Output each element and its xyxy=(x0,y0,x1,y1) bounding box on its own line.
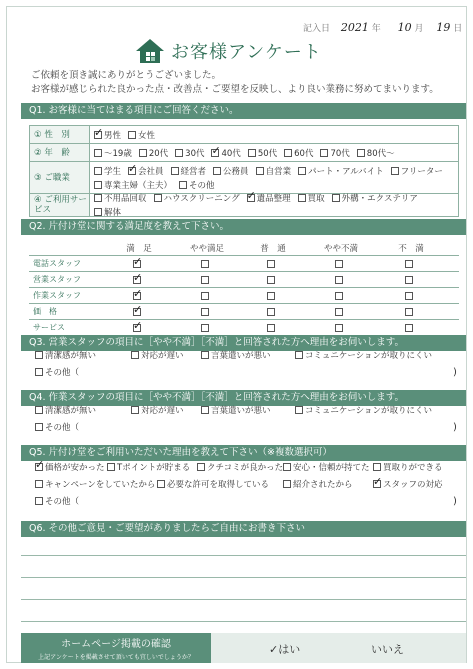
q1-option[interactable] xyxy=(154,192,240,204)
q5-option[interactable] xyxy=(107,461,190,473)
option-label: 言葉遣いが悪い xyxy=(211,351,271,361)
option-label: 買取 xyxy=(307,194,325,204)
checkbox[interactable] xyxy=(128,167,136,175)
checkbox[interactable] xyxy=(94,149,102,157)
checkbox[interactable] xyxy=(373,480,381,488)
q1-row-service xyxy=(30,194,458,216)
date-year-unit: 年 xyxy=(371,24,381,34)
checkbox[interactable] xyxy=(171,167,179,175)
q1-option[interactable] xyxy=(248,147,277,159)
rating-checkbox[interactable] xyxy=(335,260,343,268)
checkbox[interactable] xyxy=(131,406,139,414)
option-label: 公務員 xyxy=(223,166,249,177)
option-label: 会社員 xyxy=(138,166,164,177)
option-label: 専業主婦（主夫） xyxy=(104,180,173,191)
option-label: 価格が安かった xyxy=(45,463,105,473)
checkbox[interactable] xyxy=(373,463,381,471)
q2-col-header: 不 満 xyxy=(398,244,424,254)
rating-checkbox[interactable] xyxy=(267,324,275,332)
q1-option[interactable] xyxy=(391,165,443,177)
q2-row-label: 営業スタッフ xyxy=(33,275,81,284)
rating-checkbox[interactable] xyxy=(335,276,343,284)
q1-option[interactable] xyxy=(128,129,155,141)
q4-option[interactable] xyxy=(201,404,271,416)
rating-checkbox[interactable] xyxy=(335,324,343,332)
checkbox[interactable] xyxy=(35,423,43,431)
option-label: 経営者 xyxy=(180,166,207,177)
q2-heading: Q2. 片付け堂に関する満足度を教えて下さい。 xyxy=(21,219,466,235)
publish-consent xyxy=(21,633,466,663)
paren-close: ) xyxy=(453,495,457,507)
option-label: 必要な許可を取得している xyxy=(167,480,270,490)
checkbox[interactable] xyxy=(284,149,292,157)
q3-option[interactable] xyxy=(131,349,184,361)
option-label: 女性 xyxy=(138,130,156,141)
q2-table xyxy=(29,255,459,336)
checkbox[interactable] xyxy=(94,181,102,189)
option-label: 清潔感が無い xyxy=(45,406,97,416)
q1-row-occupation xyxy=(30,162,458,194)
option-label: Tポイントが貯まる xyxy=(117,463,191,473)
checkbox[interactable] xyxy=(94,167,102,175)
checkbox[interactable] xyxy=(107,463,115,471)
comment-line[interactable] xyxy=(21,555,466,556)
option-label: フリーター xyxy=(400,166,443,177)
option-label: 80代～ xyxy=(366,148,395,159)
q2-row xyxy=(29,304,459,320)
title-block xyxy=(135,37,322,65)
comment-line[interactable] xyxy=(21,599,466,600)
checkbox[interactable] xyxy=(154,194,162,202)
rating-checkbox[interactable] xyxy=(133,308,141,316)
q5-option[interactable] xyxy=(373,461,443,473)
rating-checkbox[interactable] xyxy=(133,292,141,300)
q2-col-header: やや満足 xyxy=(189,244,225,254)
checkbox[interactable] xyxy=(391,167,399,175)
option-label: クチコミが良かった xyxy=(207,463,284,473)
q1-option[interactable] xyxy=(211,147,240,159)
rating-checkbox[interactable] xyxy=(133,260,141,268)
q2-row-label: 価 格 xyxy=(33,307,57,316)
q5-option[interactable] xyxy=(197,461,283,473)
q4-option[interactable] xyxy=(35,404,96,416)
option-label: 紹介されたから xyxy=(293,480,353,490)
rating-checkbox[interactable] xyxy=(201,324,209,332)
q1-option[interactable] xyxy=(94,192,147,204)
checkbox[interactable] xyxy=(179,181,187,189)
q5-option[interactable] xyxy=(283,478,353,490)
rating-checkbox[interactable] xyxy=(133,276,141,284)
option-label: 清潔感が無い xyxy=(45,351,97,361)
q1-options xyxy=(90,165,458,191)
checkbox[interactable] xyxy=(197,463,205,471)
checkbox[interactable] xyxy=(201,406,209,414)
rating-checkbox[interactable] xyxy=(405,276,413,284)
q1-option[interactable] xyxy=(128,165,164,177)
checkbox[interactable] xyxy=(35,463,43,471)
q1-label: ② 年 齢 xyxy=(30,144,90,161)
q2-row-label: 作業スタッフ xyxy=(33,291,81,300)
q5-option[interactable] xyxy=(157,478,269,490)
checkbox[interactable] xyxy=(298,167,306,175)
q2-row xyxy=(29,288,459,304)
option-label: 40代 xyxy=(221,148,241,159)
checkbox[interactable] xyxy=(247,194,255,202)
rating-checkbox[interactable] xyxy=(201,260,209,268)
consent-yes[interactable]: ✓はい xyxy=(269,643,301,656)
rating-checkbox[interactable] xyxy=(405,292,413,300)
q6-heading: Q6. その他ご意見・ご要望がありましたらご自由にお書き下さい xyxy=(21,521,466,537)
rating-checkbox[interactable] xyxy=(335,292,343,300)
q1-table xyxy=(29,125,459,217)
date-month-unit: 月 xyxy=(414,24,424,34)
checkbox[interactable] xyxy=(283,463,291,471)
rating-checkbox[interactable] xyxy=(267,260,275,268)
rating-checkbox[interactable] xyxy=(201,276,209,284)
date-label: 記入日 xyxy=(303,24,331,34)
q4-option-other[interactable] xyxy=(35,421,79,433)
intro-text xyxy=(31,69,439,97)
q1-option[interactable] xyxy=(332,192,418,204)
consent-options xyxy=(211,633,466,663)
q2-row xyxy=(29,272,459,288)
option-label: その他（ xyxy=(45,497,80,507)
option-label: 対応が遅い xyxy=(141,406,184,416)
q4-heading: Q4. 作業スタッフの項目に［やや不満］［不満］と回答された方へ理由をお伺いします。 xyxy=(21,390,466,406)
comment-line[interactable] xyxy=(21,577,466,578)
checkbox[interactable] xyxy=(128,131,136,139)
intro-line-2: お客様が感じられた良かった点・改善点・ご要望を反映し、より良い業務に努めてまいります。 xyxy=(31,84,439,95)
checkbox[interactable] xyxy=(256,167,264,175)
page-title: お客様アンケート xyxy=(171,42,322,63)
option-label: 60代 xyxy=(294,148,314,159)
q1-option[interactable] xyxy=(213,165,249,177)
q1-option[interactable] xyxy=(94,147,132,159)
q1-label: ③ ご職業 xyxy=(30,162,90,193)
q1-option[interactable] xyxy=(94,129,121,141)
paren-close: ) xyxy=(453,366,457,378)
q1-row-gender xyxy=(30,126,458,144)
option-label: 解体 xyxy=(104,208,122,218)
date-day-unit: 日 xyxy=(453,24,463,34)
q1-label: ① 性 別 xyxy=(30,126,90,143)
q5-option-other[interactable] xyxy=(35,495,79,507)
rating-checkbox[interactable] xyxy=(201,292,209,300)
consent-title: ホームページ掲載の確認 xyxy=(61,639,171,650)
option-label: 70代 xyxy=(330,148,350,159)
paren-close: ) xyxy=(453,421,457,433)
checkbox[interactable] xyxy=(35,497,43,505)
option-label: 言葉遣いが悪い xyxy=(211,406,271,416)
consent-note: 上記アンケートを掲載させて頂いても宜しいでしょうか？ xyxy=(38,654,194,661)
q1-option[interactable] xyxy=(179,179,215,191)
house-logo-icon xyxy=(135,38,165,64)
checkbox[interactable] xyxy=(35,406,43,414)
option-label: ～19歳 xyxy=(104,148,132,159)
option-label: 30代 xyxy=(185,148,205,159)
q2-row xyxy=(29,256,459,272)
rating-checkbox[interactable] xyxy=(267,276,275,284)
option-label: パート・アルバイト xyxy=(308,166,384,177)
q5-option[interactable] xyxy=(35,461,105,473)
checkbox[interactable] xyxy=(139,149,147,157)
q1-option[interactable] xyxy=(175,147,204,159)
checkbox[interactable] xyxy=(131,351,139,359)
q4-option[interactable] xyxy=(131,404,184,416)
checkbox[interactable] xyxy=(211,149,219,157)
checkbox[interactable] xyxy=(201,351,209,359)
q2-col-header: やや不満 xyxy=(323,244,359,254)
checkbox[interactable] xyxy=(35,480,43,488)
rating-checkbox[interactable] xyxy=(267,308,275,316)
q1-option[interactable] xyxy=(139,147,168,159)
q1-options xyxy=(90,192,458,218)
q1-option[interactable] xyxy=(171,165,207,177)
option-label: 買取りができる xyxy=(383,463,443,473)
option-label: 自営業 xyxy=(265,166,292,177)
rating-checkbox[interactable] xyxy=(133,324,141,332)
consent-no[interactable]: いいえ xyxy=(371,643,404,656)
option-label: コミュニケーションが取りにくい xyxy=(305,351,432,361)
date-day: 19 xyxy=(436,21,451,34)
checkbox[interactable] xyxy=(298,194,306,202)
option-label: 遺品整理 xyxy=(256,194,291,204)
q5-heading: Q5. 片付け堂をご利用いただいた理由を教えて下さい（※複数選択可） xyxy=(21,445,466,461)
q1-option[interactable] xyxy=(247,192,291,204)
q1-option[interactable] xyxy=(357,147,395,159)
intro-line-1: ご依頼を頂き誠にありがとうございました。 xyxy=(31,70,222,81)
checkbox[interactable] xyxy=(295,406,303,414)
q1-heading: Q1. お客様に当てはまる項目にご回答ください。 xyxy=(21,103,466,119)
option-label: 不用品回収 xyxy=(104,194,147,204)
q3-option[interactable] xyxy=(35,349,96,361)
q1-option[interactable] xyxy=(94,165,121,177)
option-label: 20代 xyxy=(148,148,169,159)
comment-line[interactable] xyxy=(21,621,466,622)
checkbox[interactable] xyxy=(320,149,328,157)
checkbox[interactable] xyxy=(295,351,303,359)
q1-label: ④ ご利用サービス xyxy=(30,194,90,216)
checkbox[interactable] xyxy=(283,480,291,488)
q1-option[interactable] xyxy=(94,206,121,218)
option-label: 安心・信頼が持てた xyxy=(293,463,370,473)
q5-option[interactable] xyxy=(35,478,155,490)
option-label: その他 xyxy=(189,180,215,191)
checkbox[interactable] xyxy=(35,351,43,359)
checkbox[interactable] xyxy=(157,480,165,488)
checkbox[interactable] xyxy=(332,194,340,202)
q1-options xyxy=(90,129,458,141)
date-month: 10 xyxy=(397,21,412,34)
q3-option[interactable] xyxy=(201,349,271,361)
checkbox[interactable] xyxy=(94,131,102,139)
q4-option[interactable] xyxy=(295,404,432,416)
q1-row-age xyxy=(30,144,458,162)
q1-option[interactable] xyxy=(298,192,325,204)
rating-checkbox[interactable] xyxy=(335,308,343,316)
option-label: その他（ xyxy=(45,368,80,378)
date-row xyxy=(303,21,462,34)
q2-col-header: 普 通 xyxy=(260,244,286,254)
rating-checkbox[interactable] xyxy=(267,292,275,300)
q1-options xyxy=(90,147,458,159)
rating-checkbox[interactable] xyxy=(405,308,413,316)
q1-option[interactable] xyxy=(298,165,384,177)
checkbox[interactable] xyxy=(357,149,365,157)
q3-option-other[interactable] xyxy=(35,366,79,378)
q3-heading: Q3. 営業スタッフの項目に［やや不満］［不満］と回答された方へ理由をお伺いします。 xyxy=(21,335,466,351)
option-label: ハウスクリーニング xyxy=(163,194,240,204)
survey-sheet xyxy=(6,6,467,663)
rating-checkbox[interactable] xyxy=(405,324,413,332)
rating-checkbox[interactable] xyxy=(405,260,413,268)
checkbox[interactable] xyxy=(94,194,102,202)
option-label: スタッフの対応 xyxy=(383,480,443,490)
option-label: 男性 xyxy=(104,130,122,141)
option-label: 外構・エクステリア xyxy=(341,194,418,204)
q3-option[interactable] xyxy=(295,349,432,361)
checkbox[interactable] xyxy=(35,368,43,376)
option-label: その他（ xyxy=(45,423,80,433)
q2-row-label: 電話スタッフ xyxy=(33,259,81,268)
option-label: キャンペーンをしていたから xyxy=(45,480,156,490)
consent-label-block xyxy=(21,633,211,663)
checkbox[interactable] xyxy=(175,149,183,157)
q2-col-header: 満 足 xyxy=(126,244,152,254)
option-label: コミュニケーションが取りにくい xyxy=(305,406,432,416)
q2-row xyxy=(29,320,459,336)
q1-option[interactable] xyxy=(256,165,292,177)
q2-column-headers xyxy=(29,240,459,254)
q1-option[interactable] xyxy=(320,147,349,159)
q2-row-label: サービス xyxy=(33,323,65,332)
option-label: 対応が遅い xyxy=(141,351,184,361)
q5-option[interactable] xyxy=(373,478,443,490)
checkbox[interactable] xyxy=(213,167,221,175)
checkbox[interactable] xyxy=(94,208,102,216)
date-year: 2021 xyxy=(340,21,369,34)
checkbox[interactable] xyxy=(248,149,256,157)
q5-option[interactable] xyxy=(283,461,370,473)
option-label: 学生 xyxy=(104,166,122,177)
rating-checkbox[interactable] xyxy=(201,308,209,316)
option-label: 50代 xyxy=(257,148,278,159)
q1-option[interactable] xyxy=(284,147,313,159)
q1-option[interactable] xyxy=(94,179,172,191)
